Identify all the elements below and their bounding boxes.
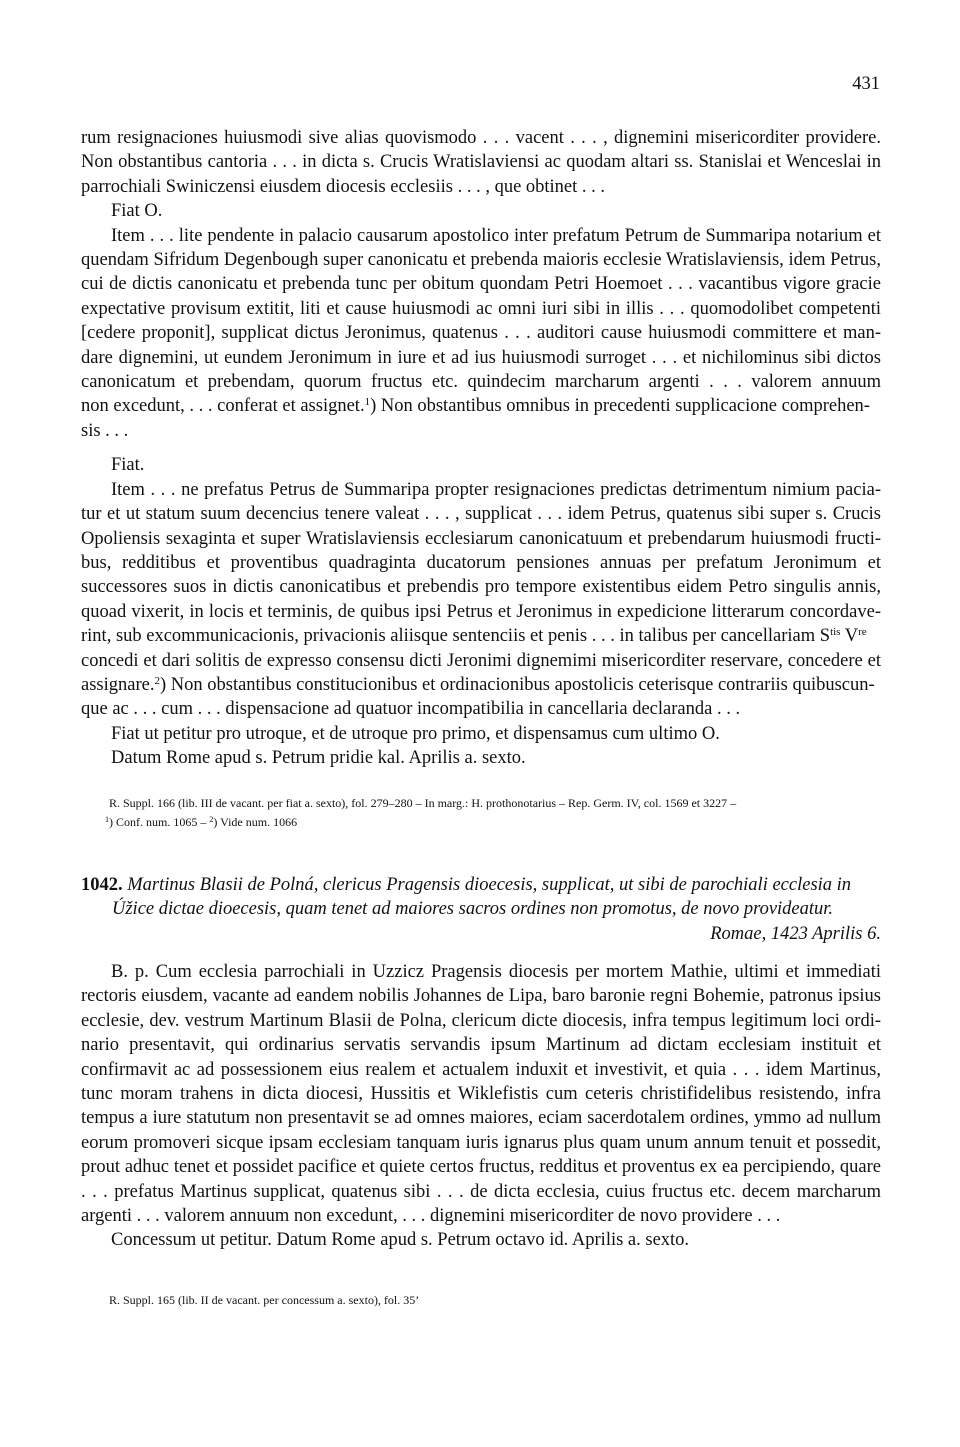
page-number: 431 [852,74,880,94]
text-line: successores suos in dictis canonicatibus et prebendis pro tempore existentibus eidem Petro singulis annis, [81,577,881,598]
text-line: confirmavit ac ad possessionem eius realem et actualem induxit et investivit, et quia . . . idem Martinus, [81,1059,881,1080]
footnotes-block [105,794,881,832]
superscript: tis [830,626,841,639]
text-line: argenti . . . valorem annuum non excedunt, . . . dignemini misericorditer de novo providere . . . [81,1206,781,1227]
text-line [81,673,881,697]
entry-date: Romae, 1423 Aprilis 6. [710,923,881,944]
text-line: Fiat O. [111,201,163,222]
text-line: parrochiali Swiniczensi eiusdem diocesis ecclesiis . . . , que obtinet . . . [81,176,606,197]
entry-title-line [81,873,881,897]
text-line: cui de dictis canonicatu et prebenda tunc per obitum quondam Petri Hoemoet . . . vacantibus vigore gracie [81,274,881,295]
text-line: que ac . . . cum . . . dispensacione ad quatuor incompatibilia in cancellaria declaranda . . . [81,699,741,720]
text-line: tempus a iure statutum non presentavit se ad omnes maiores, eciam sacerdotalem ordines, ymmo ad nullum [81,1108,881,1129]
text-line: . . . prefatus Martinus supplicat, quatenus sibi . . . de dicta ecclesia, cuius fructus etc. decem marcharum [81,1181,881,1202]
footnotes-block-2 [109,1291,881,1310]
text-line: [cedere proponit], supplicat dictus Jeronimus, quatenus . . . auditori cause huiusmodi committere et man- [81,323,881,344]
text-line: prout adhuc tenet et possidet pacifice et quiete certos fructus, redditus et proventus ex ea percipiendo, quare [81,1157,881,1178]
text-segment: ) Non obstantibus omnibus in precedenti supplicacione comprehen- [370,396,870,417]
footnote-text: ) Vide num. 1066 [213,815,298,829]
entry-title-text: Martinus Blasii de Polná, clericus Pragensis dioecesis, supplicat, ut sibi de parochiali ecclesia in [127,875,852,895]
footnote-source-line: R. Suppl. 166 (lib. III de vacant. per fiat a. sexto), fol. 279–280 – In marg.: H. prothonotarius – Rep. Germ. IV, col. 1569 et 3227 – [109,796,737,810]
text-line: concedi et dari solitis de expresso consensu dicti Jeronimi dignemimi misericorditer reservare, concedere et [81,650,881,671]
text-line: B. p. Cum ecclesia parrochiali in Uzzicz Pragensis diocesis per mortem Mathie, ultimi et immediati [111,962,881,982]
text-line: expectative provisum extitit, liti et cause huiusmodi ac omni iuri sibi in illis . . . quomodolibet competenti [81,298,881,319]
text-line [81,394,881,418]
text-segment: V [840,626,859,647]
text-line: Opoliensis sexaginta et super Wratislaviensis ecclesiarum canonicatuum et prebendarum huiusmodi fructi- [81,528,881,549]
text-line: canonicatum et prebendam, quorum fructus etc. quindecim marcharum argenti . . . valorem annuum [81,372,881,393]
text-line: Non obstantibus cantoria . . . in dicta s. Crucis Wratislaviensi ac quodam altari ss. Stanislai et Wenceslai in [81,152,881,173]
text-segment: non excedunt, . . . conferat et assignet. [81,396,365,417]
entry-number: 1042. [81,875,123,895]
text-line: Concessum ut petitur. Datum Rome apud s. Petrum octavo id. Aprilis a. sexto. [111,1230,690,1251]
footnote-line [105,813,877,832]
text-line: bus, redditibus et proventibus quadraginta ducatorum pensiones annuas per prefatum Jeronimum et [81,552,881,573]
text-line: tur et ut statum suum decencius tenere valeat . . . , supplicat . . . idem Petrus, quatenus sibi super s. Crucis [81,504,881,525]
text-line: quendam Sifridum Degenbough super canonicatu et prebenda maioris ecclesie Wratislaviensis, idem Petrus, [81,250,881,271]
text-line: dare dignemini, ut eundem Jeronimum in iure et ad ius huiusmodi surroget . . . et nichilominus sibi dictos [81,347,881,368]
text-line: ecclesie, dev. vestrum Martinum Blasii de Polna, clericum dicte diocesis, infra tempus legitimum loci ordi- [81,1010,881,1031]
text-line: rectoris eiusdem, vacante ad eandem nobilis Johannes de Lipa, baro baronie regni Bohemie, patronus ipsius [81,986,881,1007]
footnote-source-line: R. Suppl. 165 (lib. II de vacant. per concessum a. sexto), fol. 35’ [109,1293,420,1307]
footnote-text: ) Conf. num. 1065 – [109,815,210,829]
footnote-mark: 1 [105,815,109,824]
text-line: rum resignaciones huiusmodi sive alias quovismodo . . . vacent . . . , dignemini misericorditer providere. [81,128,881,148]
text-line: Item . . . ne prefatus Petrus de Summaripa propter resignaciones predictas detrimentum nimium pacia- [111,479,881,500]
entry-body [81,960,881,1253]
text-line: Datum Rome apud s. Petrum pridie kal. Aprilis a. sexto. [111,748,526,769]
footnote-mark: 2 [209,815,214,824]
superscript: re [858,626,867,639]
text-line: tunc moram trahens in dicta diocesi, Hussitis et Wiklefistis cum ceteris christifidelibus resistendo, infra [81,1084,881,1105]
text-segment: assignare. [81,674,155,695]
text-line: quoad vixerit, in locis et terminis, de quibus ipsi Petrus et Jeronimus in expedicione litterarum concordave- [81,601,881,622]
footnote-ref: 2 [154,674,160,687]
entry-heading [81,873,881,946]
text-line: Fiat ut petitur pro utroque, et de utroque pro primo, et dispensamus cum ultimo O. [111,723,720,744]
main-text-block [81,126,881,771]
entry-title-line: Úžice dictae dioecesis, quam tenet ad maiores sacros ordines non promotus, de novo provideatur. [112,899,834,920]
text-line: Fiat. [111,455,145,476]
text-segment: rint, sub excommunicacionis, privacionis aliisque sentenciis et penis . . . in talibus per cancellariam S [81,626,831,647]
text-segment: ) Non obstantibus constitucionibus et ordinacionibus apostolicis ceterisque contrariis quibuscun- [159,674,875,695]
text-line: eorum promoveri sicque ipsam ecclesiam tanquam iuris ignarus plus quam unum annum tenuit et possedit, [81,1132,881,1153]
text-line: sis . . . [81,420,129,441]
text-line [81,624,881,648]
footnote-ref: 1 [364,396,371,409]
text-line: Item . . . lite pendente in palacio causarum apostolico inter prefatum Petrum de Summaripa notarium et [111,225,881,246]
text-line: nario presentavit, qui ordinarius servatis servandis ipsum Martinum ad dictam ecclesiam instituit et [81,1035,881,1056]
